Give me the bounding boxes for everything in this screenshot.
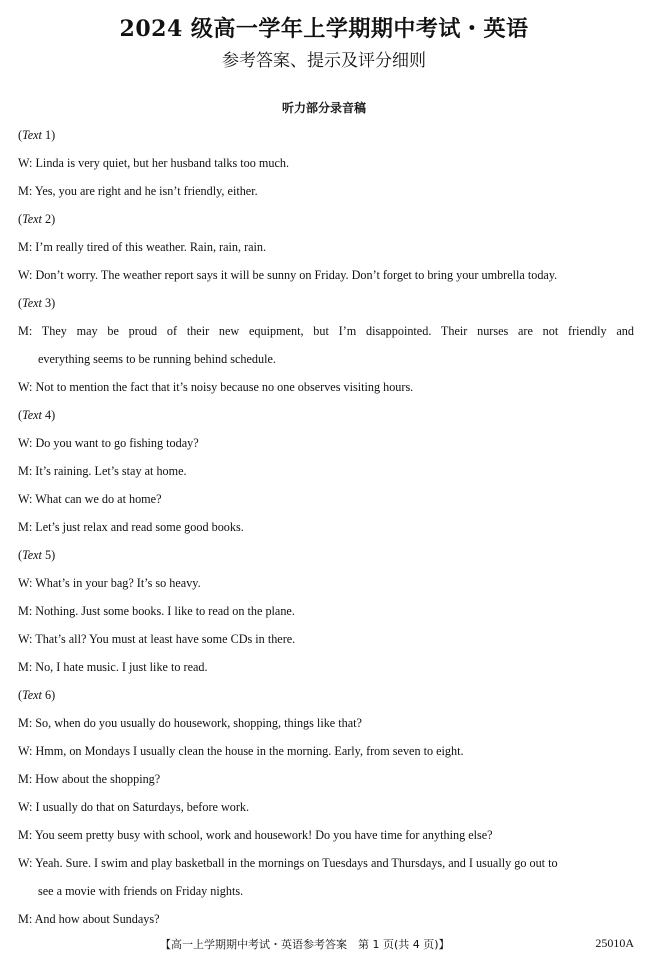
dialog-line: W: What’s in your bag? It’s so heavy. [18,576,201,590]
text-label [18,210,634,238]
text-label-number: 2) [41,212,56,226]
dialog-line: M: Yes, you are right and he isn’t friendly, either. [18,184,258,198]
dialog-line: M: So, when do you usually do housework, shopping, things like that? [18,716,362,730]
dialog-line: W: Linda is very quiet, but her husband talks too much. [18,156,290,170]
text-label-number: 1) [41,128,56,142]
footer-page-info: 【高一上学期期中考试・英语参考答案 第 1 页(共 4 页)】 [160,938,450,951]
text-label-prefix: ( [18,408,23,422]
text-label [18,686,634,714]
text-label-word: Text [22,688,42,702]
dialog-line: M: No, I hate music. I just like to read. [18,660,208,674]
text-label [18,126,634,154]
text-label-word: Text [22,296,42,310]
dialog-line: W: That’s all? You must at least have some CDs in there. [18,632,296,646]
dialog-continuation: see a movie with friends on Friday nights. [38,884,244,898]
text-label-prefix: ( [18,212,23,226]
text-label-number: 3) [41,296,56,310]
text-label-word: Text [22,128,42,142]
text-label-number: 4) [41,408,56,422]
dialog-line: W: Hmm, on Mondays I usually clean the house in the morning. Early, from seven to eight. [18,744,464,758]
dialog-line: M: How about the shopping? [18,772,161,786]
footer-code: 25010A [595,936,634,950]
text-label-number: 5) [41,548,56,562]
dialog-line: M: I’m really tired of this weather. Rain, rain, rain. [18,240,267,254]
dialog-line: W: Yeah. Sure. I swim and play basketball in the mornings on Tuesdays and Thursdays, and I usually go out to [18,856,558,870]
text-label-prefix: ( [18,548,23,562]
transcript [18,126,634,938]
text-label-prefix: ( [18,296,23,310]
text-label-word: Text [22,408,42,422]
text-label [18,546,634,574]
dialog-line: W: I usually do that on Saturdays, before work. [18,800,250,814]
page-subtitle: 参考答案、提示及评分细则 [222,51,426,71]
dialog-line: W: Not to mention the fact that it’s noisy because no one observes visiting hours. [18,380,414,394]
dialog-line: M: You seem pretty busy with school, work and housework! Do you have time for anything else? [18,828,493,842]
dialog-continuation: everything seems to be running behind schedule. [38,352,276,366]
text-label-word: Text [22,548,42,562]
text-label [18,294,634,322]
text-label-prefix: ( [18,128,23,142]
text-label [18,406,634,434]
dialog-line: M: Let’s just relax and read some good books. [18,520,244,534]
dialog-line: M: Nothing. Just some books. I like to read on the plane. [18,604,295,618]
dialog-line: M: It’s raining. Let’s stay at home. [18,464,187,478]
section-title: 听力部分录音稿 [281,101,366,115]
dialog-line: W: Don’t worry. The weather report says it will be sunny on Friday. Don’t forget to bring your umbrella today. [18,268,558,282]
page-title: 2024 级高一学年上学期期中考试・英语 [119,16,529,42]
text-label-prefix: ( [18,688,23,702]
dialog-line: M: They may be proud of their new equipment, but I’m disappointed. Their nurses are not friendly and [18,324,634,338]
text-label-number: 6) [41,688,56,702]
dialog-line: W: What can we do at home? [18,492,162,506]
dialog-line: W: Do you want to go fishing today? [18,436,199,450]
dialog-line: M: And how about Sundays? [18,912,160,926]
text-label-word: Text [22,212,42,226]
